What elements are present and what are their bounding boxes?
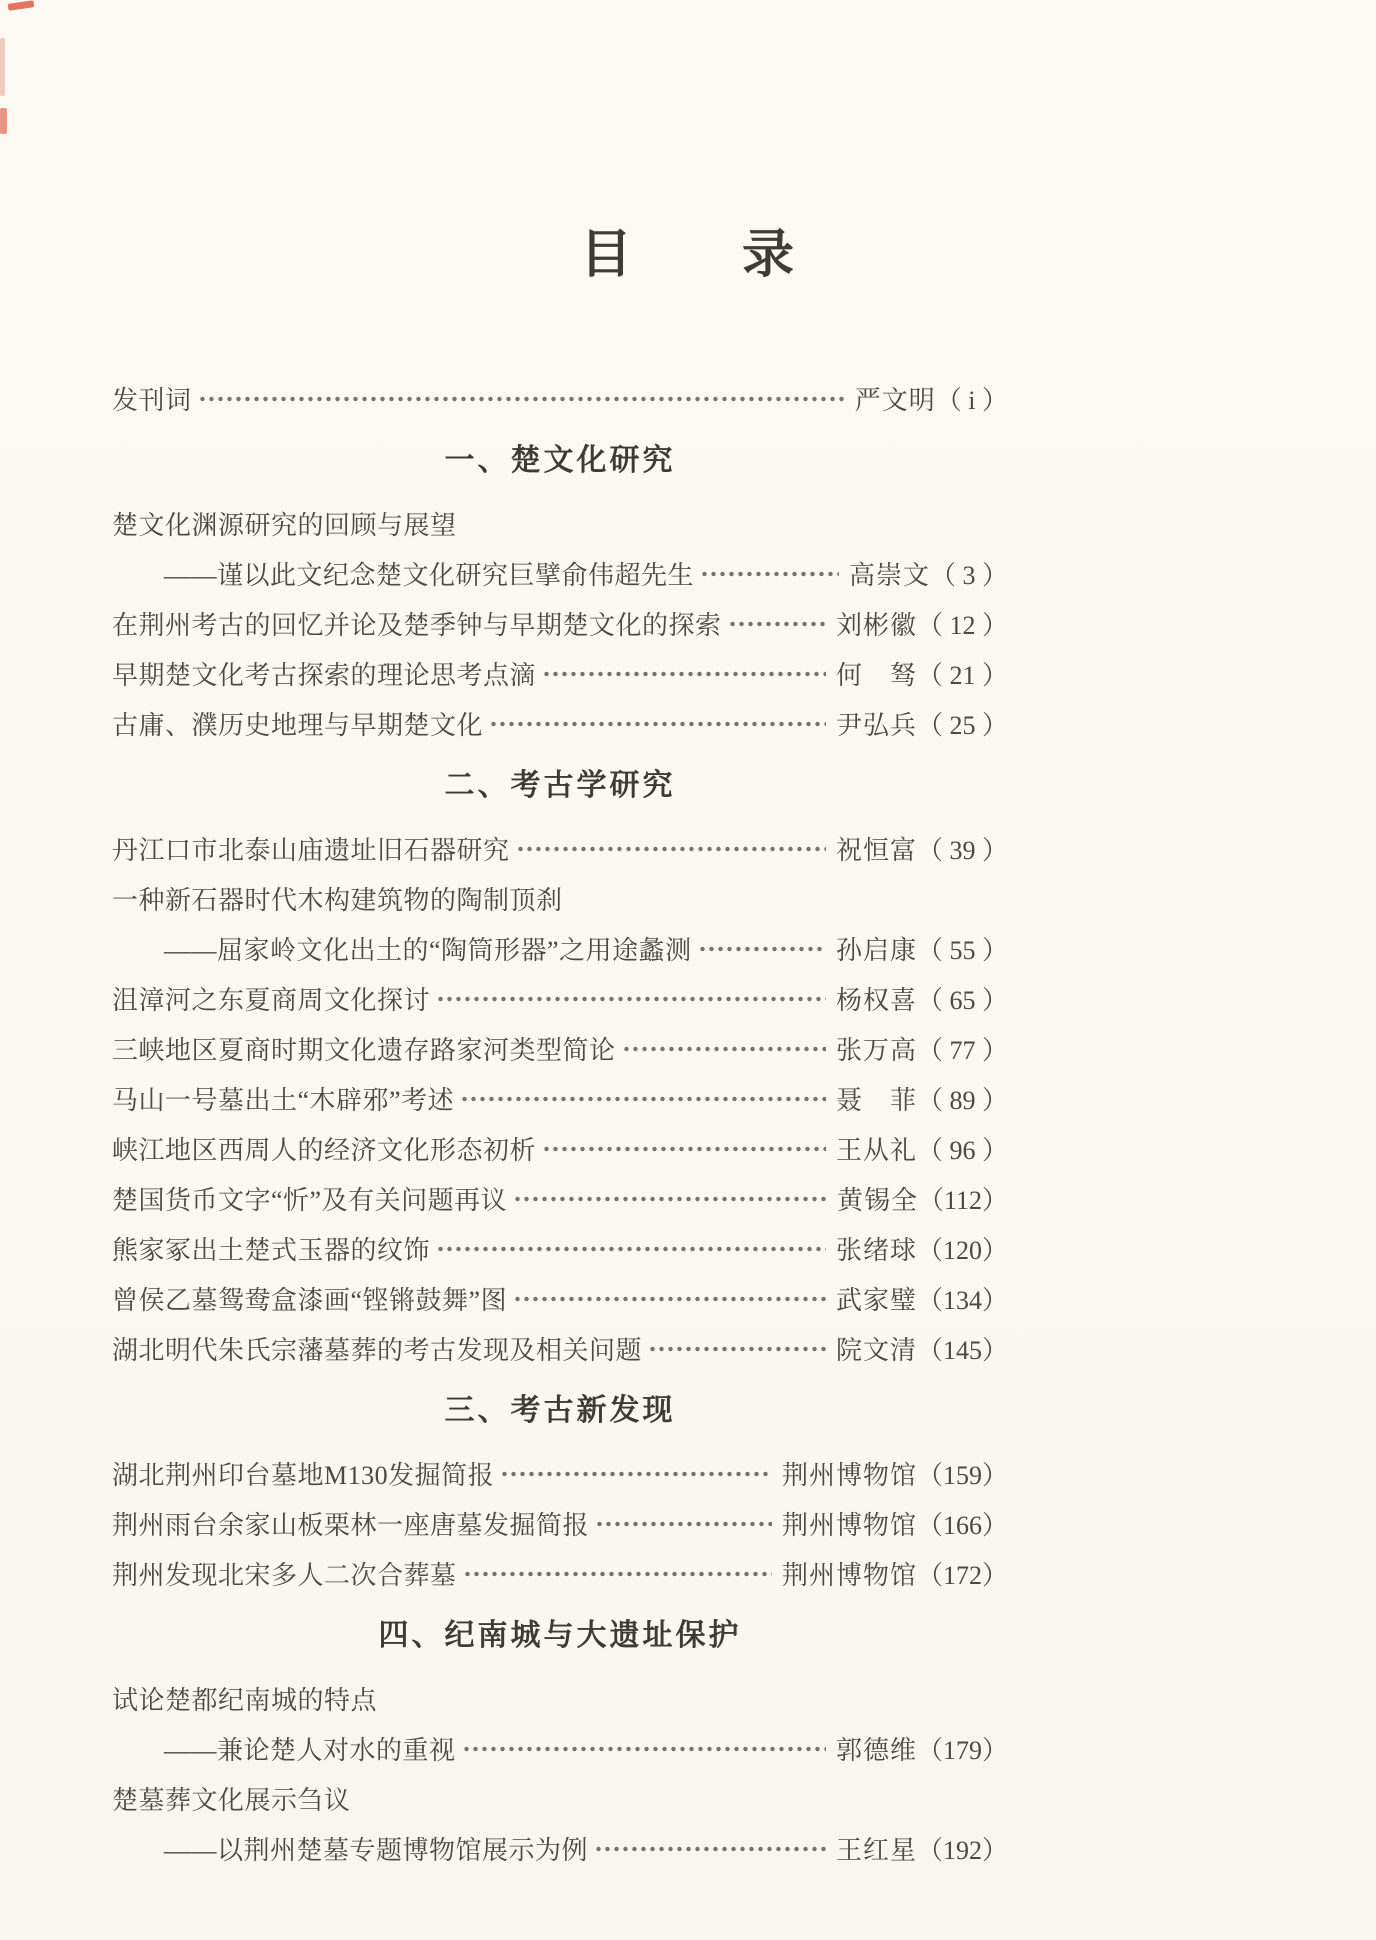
- toc-entry-title: 发刊词: [112, 386, 192, 416]
- toc-entry-title: 楚国货币文字“忻”及有关问题再议: [112, 1186, 508, 1216]
- toc-entry-page: （166）: [916, 1511, 1008, 1541]
- toc-entry: [112, 499, 1008, 549]
- toc-entry-page: （ 3 ）: [929, 561, 1008, 591]
- toc-entry-title: ——屈家岭文化出土的“陶筒形器”之用途蠡测: [164, 936, 692, 966]
- dot-leader: [513, 1174, 827, 1224]
- toc-entry-page: （172）: [916, 1561, 1008, 1591]
- toc-entry-author: 祝恒富: [835, 836, 917, 866]
- dot-leader: [698, 924, 826, 974]
- dot-leader: [513, 1274, 826, 1324]
- toc-entry: [112, 1224, 1008, 1274]
- toc-entry: [112, 1674, 1008, 1724]
- dot-leader: [700, 549, 839, 599]
- dot-leader: [622, 1024, 826, 1074]
- toc-entry: [112, 1449, 1008, 1499]
- toc-section-heading: 一、楚文化研究: [444, 443, 676, 477]
- toc-section-heading: 二、考古学研究: [444, 768, 676, 802]
- toc-entry: [112, 699, 1008, 749]
- toc-entry: [112, 1124, 1008, 1174]
- toc-entry: [112, 1174, 1008, 1224]
- toc-entry: [112, 1024, 1008, 1074]
- toc-entry: [112, 1774, 1008, 1824]
- toc-entry-page: （134）: [916, 1286, 1008, 1316]
- dot-leader: [516, 824, 826, 874]
- toc-entry: [112, 374, 1008, 424]
- toc-entry-author: 黄锡全: [836, 1186, 918, 1216]
- toc-entry: [112, 1824, 1008, 1874]
- toc-entry-page: （ 39 ）: [916, 836, 1008, 866]
- toc-entry: [112, 1324, 1008, 1374]
- toc-entry-page: （192）: [916, 1836, 1008, 1866]
- toc-entry-page: （179）: [916, 1736, 1008, 1766]
- toc-entry-author: 王红星: [835, 1836, 917, 1866]
- scan-artifact-edge-mark: [0, 108, 7, 134]
- toc-entry-page: （ 12 ）: [916, 611, 1008, 641]
- toc-entry-author: 何 驽: [835, 661, 917, 691]
- toc-entry-title: 湖北荆州印台墓地M130发掘简报: [112, 1461, 495, 1491]
- dot-leader: [595, 1499, 772, 1549]
- toc-entry-title: 熊家冢出土楚式玉器的纹饰: [112, 1236, 431, 1266]
- dot-leader: [436, 1224, 826, 1274]
- toc-entry-title: 湖北明代朱氏宗藩墓葬的考古发现及相关问题: [112, 1336, 643, 1366]
- toc-entry: [112, 599, 1008, 649]
- toc-entry-title: ——兼论楚人对水的重视: [164, 1736, 456, 1766]
- toc-entry-author: 郭德维: [835, 1736, 917, 1766]
- toc-entry-author: 荆州博物馆: [781, 1461, 917, 1491]
- dot-leader: [542, 649, 826, 699]
- dot-leader: [648, 1324, 826, 1374]
- toc-entry-title: 在荆州考古的回忆并论及楚季钟与早期楚文化的探索: [112, 611, 722, 641]
- toc-entry-title: 楚文化渊源研究的回顾与展望: [112, 511, 457, 541]
- dot-leader: [436, 974, 826, 1024]
- toc-entry-author: 孙启康: [835, 936, 917, 966]
- toc-entry: [112, 924, 1008, 974]
- toc-entry: [112, 1274, 1008, 1324]
- toc-entry-author: 王从礼: [835, 1136, 917, 1166]
- toc-entry-author: 张万高: [835, 1036, 917, 1066]
- toc-entry: [112, 874, 1008, 924]
- dot-leader: [489, 699, 826, 749]
- toc-entry-author: 荆州博物馆: [781, 1511, 917, 1541]
- dot-leader: [198, 374, 845, 424]
- toc-entry-title: ——以荆州楚墓专题博物馆展示为例: [164, 1836, 589, 1866]
- toc-entry: [112, 1724, 1008, 1774]
- toc-entry: [112, 1499, 1008, 1549]
- toc-entry-title: 三峡地区夏商时期文化遗存路家河类型简论: [112, 1036, 616, 1066]
- toc-entry-author: 聂 菲: [835, 1086, 917, 1116]
- dot-leader: [500, 1449, 772, 1499]
- toc-entry-author: 刘彬徽: [835, 611, 917, 641]
- toc-entry-title: 古庸、濮历史地理与早期楚文化: [112, 711, 484, 741]
- toc-entry-author: 院文清: [835, 1336, 917, 1366]
- toc-entry-page: （ 77 ）: [916, 1036, 1008, 1066]
- toc-entry-author: 张绪球: [835, 1236, 917, 1266]
- toc-entry-title: 一种新石器时代木构建筑物的陶制顶刹: [112, 886, 563, 916]
- toc-entry-author: 武家璧: [835, 1286, 917, 1316]
- toc-list: [112, 374, 1008, 1874]
- toc-entry-page: （ 21 ）: [916, 661, 1008, 691]
- toc-entry-title: 楚墓葬文化展示刍议: [112, 1786, 351, 1816]
- dot-leader: [594, 1824, 826, 1874]
- dot-leader: [460, 1074, 826, 1124]
- toc-entry-page: （ 96 ）: [916, 1136, 1008, 1166]
- toc-entry-author: 严文明: [854, 386, 936, 416]
- toc-entry-title: 沮漳河之东夏商周文化探讨: [112, 986, 431, 1016]
- toc-entry-title: 荆州发现北宋多人二次合葬墓: [112, 1561, 457, 1591]
- toc-entry-title: ——谨以此文纪念楚文化研究巨擘俞伟超先生: [164, 561, 695, 591]
- dot-leader: [462, 1724, 826, 1774]
- toc-entry-author: 尹弘兵: [835, 711, 917, 741]
- toc-entry-page: （ 89 ）: [916, 1086, 1008, 1116]
- toc-entry-page: （159）: [916, 1461, 1008, 1491]
- scan-artifact-edge-smudge: [0, 38, 5, 96]
- toc-entry: [112, 1549, 1008, 1599]
- toc-section-heading: 三、考古新发现: [444, 1393, 676, 1427]
- toc-entry: [112, 824, 1008, 874]
- toc-entry-page: （ i ）: [935, 386, 1008, 416]
- toc-entry-author: 高崇文: [848, 561, 930, 591]
- dot-leader: [463, 1549, 772, 1599]
- toc-entry-title: 峡江地区西周人的经济文化形态初析: [112, 1136, 537, 1166]
- toc-entry: [112, 549, 1008, 599]
- toc-entry-page: （145）: [916, 1336, 1008, 1366]
- toc-entry-page: （112）: [917, 1186, 1008, 1216]
- toc-entry-page: （ 55 ）: [916, 936, 1008, 966]
- toc-entry: [112, 974, 1008, 1024]
- toc-section-heading: 四、纪南城与大遗址保护: [378, 1618, 742, 1652]
- toc-entry-author: 荆州博物馆: [781, 1561, 917, 1591]
- toc-entry-author: 杨权喜: [835, 986, 917, 1016]
- toc-entry-page: （ 65 ）: [916, 986, 1008, 1016]
- toc-entry-title: 试论楚都纪南城的特点: [112, 1686, 378, 1716]
- toc-entry-title: 荆州雨台余家山板栗林一座唐墓发掘简报: [112, 1511, 590, 1541]
- page-title: 目 录: [579, 227, 796, 284]
- toc-entry-title: 马山一号墓出土“木辟邪”考述: [112, 1086, 455, 1116]
- toc-entry: [112, 649, 1008, 699]
- toc-entry-title: 早期楚文化考古探索的理论思考点滴: [112, 661, 537, 691]
- toc-entry-page: （ 25 ）: [916, 711, 1008, 741]
- toc-entry: [112, 1074, 1008, 1124]
- dot-leader: [542, 1124, 826, 1174]
- dot-leader: [728, 599, 826, 649]
- toc-entry-title: 丹江口市北泰山庙遗址旧石器研究: [112, 836, 510, 866]
- toc-entry-title: 曾侯乙墓鸳鸯盒漆画“铿锵鼓舞”图: [112, 1286, 508, 1316]
- toc-entry-page: （120）: [916, 1236, 1008, 1266]
